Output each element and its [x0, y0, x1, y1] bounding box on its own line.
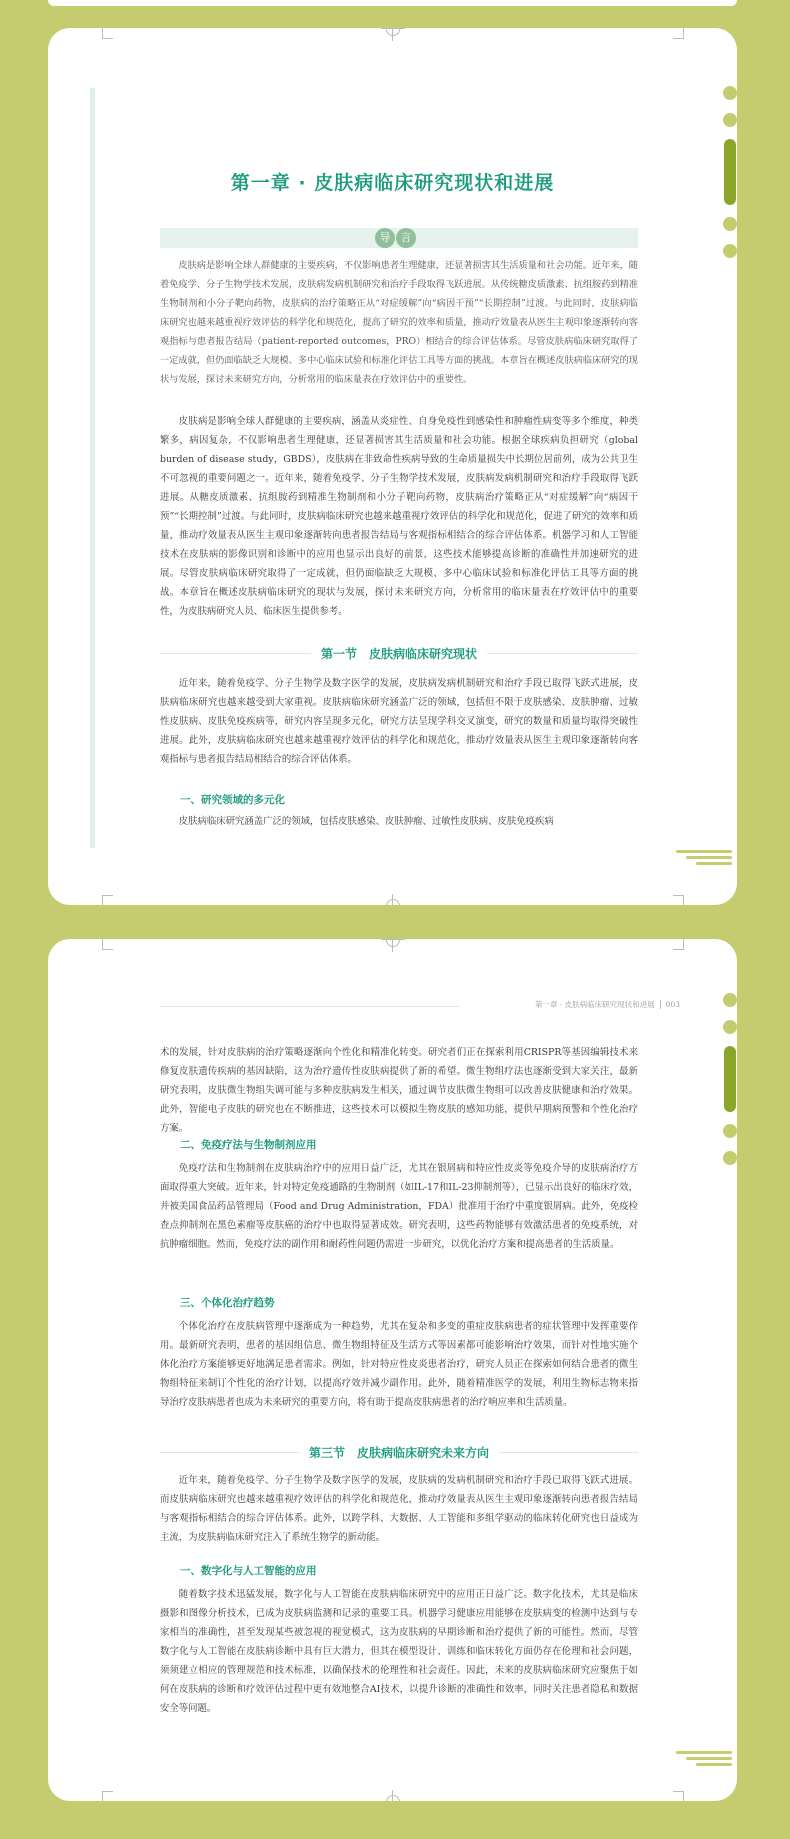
decor-stripe	[696, 1763, 732, 1766]
section-title: 第三节 皮肤病临床研究未来方向	[299, 1446, 499, 1460]
subsection-paragraph: 随着数字技术迅猛发展，数字化与人工智能在皮肤病临床研究中的应用正日益广泛。数字化技术，尤其是临床摄影和图像分析技术，已成为皮肤病监测和记录的重要工具。机器学习健康应用能够在皮肤病变的检测中达到与专家相当的准确性，甚至发现某些被忽视的视觉模式，这为皮肤病的早期诊断和治疗提供了新的可能性。然而，尽管数字化与人工智能在皮肤病诊断中具有巨大潜力，但其在模型设计、训练和临床转化方面仍存在伦理和社会问题，须须建立相应的管理规范和技术标准，以确保技术的伦理性和社会责任。因此，未来的皮肤病临床研究应聚焦于如何在皮肤病的诊断和疗效评估过程中更有效地整合AI技术，以提升诊断的准确性和效率，同时关注患者隐私和数据安全等问题。	[160, 1589, 638, 1714]
chapter-title: 第一章 · 皮肤病临床研究现状和进展	[230, 172, 555, 194]
decor-dot	[723, 1124, 737, 1138]
running-head	[160, 999, 680, 1013]
running-head-rule	[160, 1006, 460, 1007]
section-heading-row	[160, 644, 638, 664]
registration-mark	[386, 1795, 400, 1801]
intro-badge	[375, 226, 425, 250]
subsection-title: 二、免疫疗法与生物制剂应用	[180, 1139, 317, 1151]
intro-badge-char: 导	[375, 228, 395, 248]
decor-stripe	[676, 850, 732, 853]
previous-page-edge	[48, 0, 737, 6]
crop-mark	[673, 1791, 684, 1801]
decor-dot	[723, 113, 737, 127]
section-heading-row	[160, 1443, 638, 1463]
crop-mark	[102, 28, 113, 39]
subsection-paragraph: 皮肤病临床研究涵盖广泛的领域，包括皮肤感染、皮肤肿瘤、过敏性皮肤病、皮肤免疫疾病	[178, 816, 554, 827]
body-paragraph: 皮肤病是影响全球人群健康的主要疾病，涵盖从炎症性、自身免疫性到感染性和肿瘤性病变等多个维度，种类繁多，病因复杂，不仅影响患者生理健康，还显著损害其生活质量和社会功能。根据全球疾病负担研究（global burden of disease study，GBDS），皮肤病在非致命性疾病导致的生命质量损失中长期位居前列，成为公共卫生不可忽视的重要问题之一。近年来，随着免疫学、分子生物学技术发展，皮肤病发病机制研究和治疗手段取得飞跃进展。从糖皮质激素、抗组胺药到精准生物制剂和小分子靶向药物，皮肤病治疗策略正从“对症缓解”向“病因干预”“长期控制”过渡。与此同时，皮肤病临床研究也越来越重视疗效评估的科学化和规范化，促进了研究的效率和质量，推动疗效量表从医生主观印象逐渐转向患者报告结局与客观指标相结合的综合评估体系。机器学习和人工智能技术在皮肤病的影像识别和诊断中的应用也显示出良好的前景，这些技术能够提高诊断的准确性并加速研究的进展。尽管皮肤病临床研究取得了一定成就，但仍面临缺乏大规模、多中心临床试验和标准化评估工具等方面的挑战。本章旨在概述皮肤病临床研究的现状与发展，探讨未来研究方向，分析常用的临床量表在疗效评估中的重要性，为皮肤病研究人员、临床医生提供参考。	[160, 416, 638, 617]
continued-paragraph: 术的发展，针对皮肤病的治疗策略逐渐向个性化和精准化转变。研究者们正在探索利用CRISPR等基因编辑技术来修复皮肤遗传疾病的基因缺陷，这为治疗遗传性皮肤病提供了新的希望。微生物组疗法也逐渐受到大家关注，最新研究表明，皮肤微生物组失调可能与多种皮肤病发生相关，通过调节皮肤微生物组可以改善皮肤健康和治疗效果。此外，智能电子皮肤的研究也在不断推进，这些技术可以模拟生物皮肤的感知功能，提供早期病预警和个性化治疗方案。	[160, 1047, 638, 1134]
crop-mark	[673, 939, 684, 950]
section-title: 第一节 皮肤病临床研究现状	[311, 647, 487, 661]
subsection-paragraph: 免疫疗法和生物制剂在皮肤病治疗中的应用日益广泛，尤其在银屑病和特应性皮炎等免疫介导的皮肤病治疗方面取得重大突破。近年来，针对特定免疫通路的生物制剂（如IL-17和IL-23抑制剂等），已显示出良好的临床疗效，并被美国食品药品管理局（Food and Drug Administration，FDA）批准用于治疗中重度银屑病。此外，免疫检查点抑制剂在黑色素瘤等皮肤癌的治疗中也取得显著成效。研究表明，这些药物能够有效激活患者的免疫系统，对抗肿瘤细胞。然而，免疫疗法的副作用和耐药性问题仍需进一步研究，以优化治疗方案和提高患者的生活质量。	[160, 1163, 638, 1250]
registration-mark	[386, 899, 400, 905]
book-page-2	[48, 939, 737, 1801]
decor-dot	[723, 217, 737, 231]
left-margin-bar	[90, 88, 95, 848]
section-paragraph: 近年来，随着免疫学、分子生物学及数字医学的发展，皮肤病的发病机制研究和治疗手段已取得飞跃式进展。而皮肤病临床研究也越来越重视疗效评估的科学化和规范化，推动疗效量表从医生主观印象逐渐转向患者报告结局与客观指标相结合的综合评估体系。此外，以跨学科、大数据、人工智能和多组学驱动的临床转化研究也日益成为主流，为皮肤病临床研究注入了系统生物学的新动能。	[160, 1475, 638, 1543]
intro-badge-char: 言	[396, 228, 416, 248]
crop-mark	[102, 1791, 113, 1801]
book-page-1	[48, 28, 737, 905]
section-paragraph: 近年来，随着免疫学、分子生物学及数字医学的发展，皮肤病发病机制研究和治疗手段已取得飞跃式进展，皮肤病临床研究也越来越受到大家重视。皮肤病临床研究涵盖广泛的领域，包括但不限于皮肤感染、皮肤肿瘤、过敏性皮肤病、皮肤免疫疾病等，研究内容呈现多元化，研究方法呈现学科交叉演变，研究的数量和质量均取得突破性进展。此外，皮肤病临床研究也越来越重视疗效评估的科学化和规范化，推动疗效量表从医生主观印象逐渐转向客观指标与患者报告结局相结合的综合评估体系。	[160, 678, 638, 765]
subsection-title: 三、个体化治疗趋势	[180, 1297, 275, 1309]
decor-dot	[723, 86, 737, 100]
crop-mark	[673, 895, 684, 905]
crop-mark	[102, 939, 113, 950]
running-head-title: 第一章 · 皮肤病临床研究现状和进展	[535, 1000, 655, 1009]
chapter-tab-marker	[724, 1046, 736, 1112]
decor-stripe	[676, 1751, 732, 1754]
subsection-title: 一、数字化与人工智能的应用	[180, 1565, 317, 1577]
page-number: 003	[660, 1000, 680, 1009]
intro-paragraph: 皮肤病是影响全球人群健康的主要疾病，不仅影响患者生理健康，还显著损害其生活质量和社会功能。近年来，随着免疫学、分子生物学技术发展，皮肤病发病机制研究和治疗手段取得飞跃进展。从传统糖皮质激素、抗组胺药到精准生物制剂和小分子靶向药物，皮肤病的治疗策略正从“对症缓解”向“病因干预”“长期控制”过渡。与此同时，皮肤病临床研究也越来越重视疗效评估的科学化和规范化，提高了研究的效率和质量，推动疗效量表从医生主观印象逐渐转向客观指标与患者报告结局（patient-reported outcomes，PRO）相结合的综合评估体系。尽管皮肤病临床研究取得了一定成就，但仍面临缺乏大规模、多中心临床试验和标准化评估工具等方面的挑战。本章旨在概述皮肤病临床研究的现状与发展，探讨未来研究方向，分析常用的临床量表在疗效评估中的重要性。	[160, 260, 638, 385]
decor-dot	[723, 244, 737, 258]
subsection-paragraph: 个体化治疗在皮肤病管理中逐渐成为一种趋势，尤其在复杂和多变的重症皮肤病患者的症状管理中发挥重要作用。最新研究表明，患者的基因组信息、微生物组特征及生活方式等因素都可能影响治疗效果，而针对性地实施个体化治疗方案能够更好地满足患者需求。例如，针对特应性皮炎患者治疗，研究人员正在探索如何结合患者的微生物组特征来制订个性化的治疗计划，以提高疗效并减少副作用。此外，随着精准医学的发展，利用生物标志物来指导治疗皮肤病患者也成为未来研究的重要方向，将有助于提高皮肤病患者的治疗响应率和生活质量。	[160, 1321, 638, 1408]
decor-stripe	[686, 1757, 732, 1760]
registration-mark	[386, 28, 400, 36]
crop-mark	[673, 28, 684, 39]
subsection-title: 一、研究领域的多元化	[180, 794, 285, 806]
decor-stripe	[686, 856, 732, 859]
decor-dot	[723, 993, 737, 1007]
crop-mark	[102, 895, 113, 905]
decor-dot	[723, 1151, 737, 1165]
decor-stripe	[696, 862, 732, 865]
registration-mark	[386, 939, 400, 947]
decor-dot	[723, 1020, 737, 1034]
